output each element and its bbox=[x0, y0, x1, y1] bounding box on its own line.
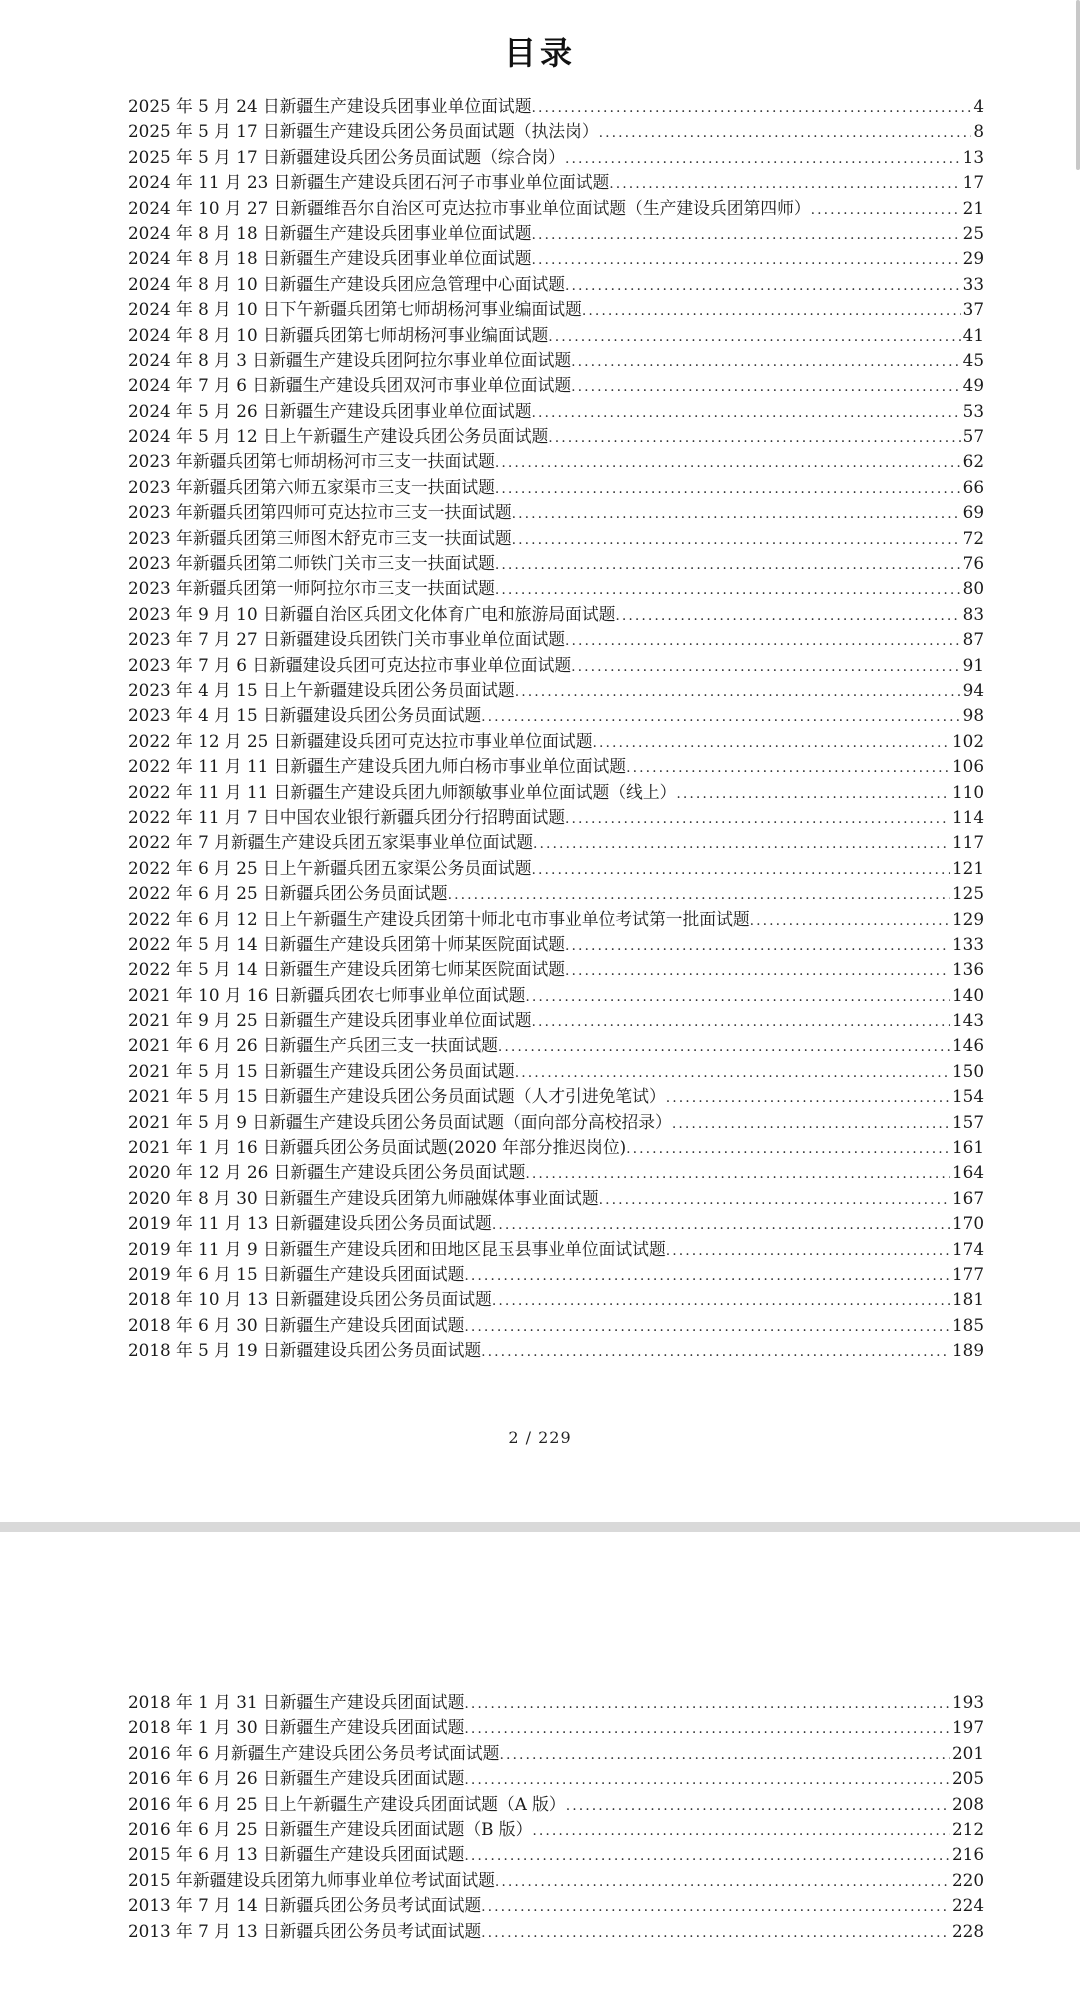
toc-entry-page-number: 164 bbox=[951, 1162, 984, 1183]
toc-entry-title: 2024 年 8 月 18 日新疆生产建设兵团事业单位面试题 bbox=[128, 248, 532, 269]
toc-entry[interactable] bbox=[128, 1135, 984, 1160]
toc-entry-title: 2023 年 9 月 10 日新疆自治区兵团文化体育广电和旅游局面试题 bbox=[128, 603, 616, 624]
toc-entry-title: 2016 年 6 月 25 日上午新疆生产建设兵团面试题（A 版） bbox=[128, 1793, 566, 1814]
toc-entry-title: 2023 年 7 月 27 日新疆建设兵团铁门关市事业单位面试题 bbox=[128, 629, 566, 650]
toc-entry[interactable] bbox=[128, 1313, 984, 1338]
toc-entry[interactable] bbox=[128, 1160, 984, 1185]
toc-leader-dots bbox=[565, 145, 961, 172]
toc-entry-title: 2023 年 4 月 15 日上午新疆建设兵团公务员面试题 bbox=[128, 679, 515, 700]
toc-entry-page-number: 140 bbox=[951, 984, 984, 1005]
toc-entry-page-number: 125 bbox=[951, 883, 984, 904]
toc-entry[interactable] bbox=[128, 627, 984, 652]
toc-leader-dots bbox=[481, 1893, 950, 1920]
toc-leader-dots bbox=[512, 526, 961, 553]
toc-entry[interactable] bbox=[128, 399, 984, 424]
toc-entry-title: 2024 年 10 月 27 日新疆维吾尔自治区可克达拉市事业单位面试题（生产建设兵团第四师） bbox=[128, 197, 811, 218]
toc-entry-title: 2024 年 8 月 3 日新疆生产建设兵团阿拉尔事业单位面试题 bbox=[128, 349, 572, 370]
toc-entry-title: 2022 年 6 月 25 日上午新疆兵团五家渠公务员面试题 bbox=[128, 857, 532, 878]
toc-entry[interactable] bbox=[128, 1893, 984, 1918]
toc-entry-title: 2015 年 6 月 13 日新疆生产建设兵团面试题 bbox=[128, 1844, 465, 1865]
toc-entry-page-number: 216 bbox=[951, 1844, 984, 1865]
toc-leader-dots bbox=[565, 957, 950, 984]
toc-leader-dots bbox=[531, 856, 949, 883]
toc-leader-dots bbox=[495, 475, 961, 502]
toc-entry-title: 2023 年 7 月 6 日新疆建设兵团可克达拉市事业单位面试题 bbox=[128, 654, 572, 675]
toc-list-page-two bbox=[128, 1690, 984, 1944]
toc-entry-title: 2024 年 11 月 23 日新疆生产建设兵团石河子市事业单位面试题 bbox=[128, 172, 610, 193]
toc-entry-title: 2021 年 9 月 25 日新疆生产建设兵团事业单位面试题 bbox=[128, 1010, 532, 1031]
toc-entry[interactable] bbox=[128, 373, 984, 398]
toc-leader-dots bbox=[531, 246, 960, 273]
toc-entry-title: 2022 年 11 月 11 日新疆生产建设兵团九师白杨市事业单位面试题 bbox=[128, 756, 627, 777]
toc-leader-dots bbox=[566, 1792, 950, 1819]
toc-entry-page-number: 72 bbox=[962, 527, 984, 548]
toc-leader-dots bbox=[532, 1817, 950, 1844]
toc-leader-dots bbox=[571, 653, 961, 680]
toc-entry[interactable] bbox=[128, 196, 984, 221]
toc-entry-title: 2022 年 12 月 25 日新疆建设兵团可克达拉市事业单位面试题 bbox=[128, 730, 593, 751]
toc-entry[interactable] bbox=[128, 1033, 984, 1058]
toc-entry-page-number: 181 bbox=[951, 1289, 984, 1310]
toc-entry-title: 2019 年 11 月 13 日新疆建设兵团公务员面试题 bbox=[128, 1213, 492, 1234]
toc-leader-dots bbox=[548, 424, 960, 451]
toc-leader-dots bbox=[492, 1287, 950, 1314]
toc-entry-page-number: 129 bbox=[951, 908, 984, 929]
toc-entry-page-number: 8 bbox=[973, 121, 984, 142]
toc-entry-title: 2023 年新疆兵团第三师图木舒克市三支一扶面试题 bbox=[128, 527, 512, 548]
toc-entry-page-number: 83 bbox=[962, 603, 984, 624]
toc-entry-page-number: 106 bbox=[951, 756, 984, 777]
toc-entry-page-number: 91 bbox=[962, 654, 984, 675]
toc-leader-dots bbox=[626, 754, 950, 781]
toc-entry[interactable] bbox=[128, 1690, 984, 1715]
toc-entry[interactable] bbox=[128, 856, 984, 881]
toc-entry-page-number: 102 bbox=[951, 730, 984, 751]
toc-entry-page-number: 189 bbox=[951, 1340, 984, 1361]
toc-entry-page-number: 21 bbox=[962, 197, 984, 218]
toc-leader-dots bbox=[464, 1313, 950, 1340]
toc-entry[interactable] bbox=[128, 170, 984, 195]
toc-leader-dots bbox=[525, 1160, 950, 1187]
toc-entry-page-number: 76 bbox=[962, 553, 984, 574]
toc-leader-dots bbox=[464, 1262, 950, 1289]
toc-entry-page-number: 208 bbox=[951, 1793, 984, 1814]
toc-entry-page-number: 154 bbox=[951, 1086, 984, 1107]
toc-entry-title: 2022 年 7 月新疆生产建设兵团五家渠事业单位面试题 bbox=[128, 832, 534, 853]
toc-entry[interactable] bbox=[128, 1792, 984, 1817]
toc-entry-title: 2018 年 6 月 30 日新疆生产建设兵团面试题 bbox=[128, 1314, 465, 1335]
toc-entry-title: 2019 年 6 月 15 日新疆生产建设兵团面试题 bbox=[128, 1263, 465, 1284]
toc-title: 目录 bbox=[503, 34, 576, 72]
toc-entry-title: 2025 年 5 月 24 日新疆生产建设兵团事业单位面试题 bbox=[128, 96, 532, 116]
toc-leader-dots bbox=[495, 551, 961, 578]
toc-entry-title: 2016 年 6 月新疆生产建设兵团公务员考试面试题 bbox=[128, 1742, 500, 1763]
toc-entry-title: 2013 年 7 月 14 日新疆兵团公务员考试面试题 bbox=[128, 1895, 482, 1916]
toc-entry-page-number: 201 bbox=[951, 1742, 984, 1763]
toc-entry-page-number: 25 bbox=[962, 222, 984, 243]
toc-entry[interactable] bbox=[128, 119, 984, 144]
toc-list-page-one bbox=[128, 94, 984, 1364]
toc-entry[interactable] bbox=[128, 678, 984, 703]
toc-entry-title: 2023 年 4 月 15 日新疆建设兵团公务员面试题 bbox=[128, 705, 482, 726]
toc-entry[interactable] bbox=[128, 932, 984, 957]
toc-entry-title: 2016 年 6 月 25 日新疆生产建设兵团面试题（B 版） bbox=[128, 1818, 533, 1839]
toc-entry[interactable] bbox=[128, 983, 984, 1008]
toc-entry-title: 2015 年新疆建设兵团第九师事业单位考试面试题 bbox=[128, 1869, 495, 1890]
toc-entry-title: 2020 年 8 月 30 日新疆生产建设兵团第九师融媒体事业面试题 bbox=[128, 1187, 599, 1208]
toc-entry-page-number: 17 bbox=[962, 172, 984, 193]
toc-entry-page-number: 167 bbox=[951, 1187, 984, 1208]
toc-entry-title: 2023 年新疆兵团第二师铁门关市三支一扶面试题 bbox=[128, 553, 495, 574]
toc-entry-title: 2022 年 5 月 14 日新疆生产建设兵团第十师某医院面试题 bbox=[128, 933, 566, 954]
toc-entry-title: 2023 年新疆兵团第六师五家渠市三支一扶面试题 bbox=[128, 476, 495, 497]
toc-leader-dots bbox=[548, 323, 960, 350]
toc-entry-page-number: 45 bbox=[962, 349, 984, 370]
toc-leader-dots bbox=[481, 1919, 950, 1946]
page-indicator: 2 / 229 bbox=[508, 1428, 572, 1447]
toc-entry[interactable] bbox=[128, 1186, 984, 1211]
toc-entry-page-number: 87 bbox=[962, 629, 984, 650]
toc-leader-dots bbox=[495, 1868, 950, 1895]
toc-leader-dots bbox=[464, 1715, 950, 1742]
toc-entry[interactable] bbox=[128, 449, 984, 474]
toc-entry-page-number: 49 bbox=[962, 375, 984, 396]
toc-leader-dots bbox=[599, 1186, 950, 1213]
toc-entry-page-number: 37 bbox=[962, 299, 984, 320]
toc-entry-page-number: 41 bbox=[962, 324, 984, 345]
toc-entry[interactable] bbox=[128, 703, 984, 728]
toc-entry[interactable] bbox=[128, 1919, 984, 1944]
toc-entry[interactable] bbox=[128, 94, 984, 119]
toc-entry-title: 2018 年 1 月 31 日新疆生产建设兵团面试题 bbox=[128, 1692, 465, 1712]
toc-entry-page-number: 110 bbox=[951, 781, 984, 802]
toc-entry-page-number: 4 bbox=[973, 96, 984, 116]
toc-leader-dots bbox=[565, 932, 950, 959]
toc-entry-title: 2023 年新疆兵团第一师阿拉尔市三支一扶面试题 bbox=[128, 578, 495, 599]
toc-leader-dots bbox=[533, 830, 950, 857]
toc-entry-title: 2023 年新疆兵团第四师可克达拉市三支一扶面试题 bbox=[128, 502, 512, 523]
toc-leader-dots bbox=[464, 1766, 950, 1793]
toc-leader-dots bbox=[666, 1237, 950, 1264]
toc-entry-page-number: 146 bbox=[951, 1035, 984, 1056]
toc-entry-title: 2016 年 6 月 26 日新疆生产建设兵团面试题 bbox=[128, 1768, 465, 1789]
toc-leader-dots bbox=[750, 907, 950, 934]
toc-entry-title: 2024 年 8 月 18 日新疆生产建设兵团事业单位面试题 bbox=[128, 222, 532, 243]
toc-entry[interactable] bbox=[128, 1741, 984, 1766]
toc-leader-dots bbox=[495, 449, 961, 476]
toc-leader-dots bbox=[615, 602, 960, 629]
toc-entry-page-number: 33 bbox=[962, 273, 984, 294]
toc-entry-page-number: 228 bbox=[951, 1920, 984, 1941]
page-separator bbox=[0, 1522, 1080, 1532]
toc-entry[interactable] bbox=[128, 475, 984, 500]
toc-entry-page-number: 133 bbox=[951, 933, 984, 954]
toc-entry-title: 2021 年 10 月 16 日新疆兵团农七师事业单位面试题 bbox=[128, 984, 526, 1005]
toc-leader-dots bbox=[481, 703, 961, 730]
toc-entry[interactable] bbox=[128, 551, 984, 576]
toc-entry[interactable] bbox=[128, 246, 984, 271]
toc-entry-title: 2025 年 5 月 17 日新疆生产建设兵团公务员面试题（执法岗） bbox=[128, 121, 599, 142]
toc-entry[interactable] bbox=[128, 576, 984, 601]
toc-leader-dots bbox=[448, 881, 950, 908]
toc-entry[interactable] bbox=[128, 1338, 984, 1363]
toc-entry-page-number: 13 bbox=[962, 146, 984, 167]
toc-entry[interactable] bbox=[128, 780, 984, 805]
toc-entry[interactable] bbox=[128, 957, 984, 982]
toc-entry[interactable] bbox=[128, 1211, 984, 1236]
toc-leader-dots bbox=[481, 1338, 950, 1365]
toc-entry-page-number: 161 bbox=[951, 1137, 984, 1158]
toc-entry-title: 2024 年 5 月 12 日上午新疆生产建设兵团公务员面试题 bbox=[128, 426, 549, 447]
toc-leader-dots bbox=[531, 94, 971, 121]
toc-leader-dots bbox=[626, 1135, 950, 1162]
toc-entry-page-number: 57 bbox=[962, 426, 984, 447]
toc-entry-page-number: 174 bbox=[951, 1238, 984, 1259]
toc-leader-dots bbox=[464, 1842, 950, 1869]
toc-leader-dots bbox=[531, 1008, 949, 1035]
toc-leader-dots bbox=[525, 983, 950, 1010]
toc-leader-dots bbox=[512, 500, 961, 527]
toc-leader-dots bbox=[593, 729, 950, 756]
toc-entry-title: 2021 年 1 月 16 日新疆兵团公务员面试题(2020 年部分推迟岗位) bbox=[128, 1137, 627, 1158]
toc-entry[interactable] bbox=[128, 729, 984, 754]
toc-entry-page-number: 193 bbox=[951, 1692, 984, 1712]
toc-entry[interactable] bbox=[128, 1059, 984, 1084]
toc-entry-page-number: 62 bbox=[962, 451, 984, 472]
toc-leader-dots bbox=[565, 805, 950, 832]
toc-leader-dots bbox=[515, 678, 961, 705]
toc-entry[interactable] bbox=[128, 1287, 984, 1312]
toc-entry-title: 2013 年 7 月 13 日新疆兵团公务员考试面试题 bbox=[128, 1920, 482, 1941]
toc-entry-title: 2024 年 8 月 10 日新疆生产建设兵团应急管理中心面试题 bbox=[128, 273, 566, 294]
toc-leader-dots bbox=[531, 399, 960, 426]
toc-entry-page-number: 66 bbox=[962, 476, 984, 497]
toc-entry-page-number: 170 bbox=[951, 1213, 984, 1234]
toc-leader-dots bbox=[571, 348, 961, 375]
toc-entry-page-number: 143 bbox=[951, 1010, 984, 1031]
toc-leader-dots bbox=[582, 297, 961, 324]
toc-entry-title: 2019 年 11 月 9 日新疆生产建设兵团和田地区昆玉县事业单位面试试题 bbox=[128, 1238, 666, 1259]
toc-entry[interactable] bbox=[128, 526, 984, 551]
toc-entry[interactable] bbox=[128, 907, 984, 932]
toc-leader-dots bbox=[492, 1211, 950, 1238]
toc-leader-dots bbox=[515, 1059, 950, 1086]
toc-entry-title: 2018 年 5 月 19 日新疆建设兵团公务员面试题 bbox=[128, 1340, 482, 1361]
toc-entry-page-number: 69 bbox=[962, 502, 984, 523]
toc-entry[interactable] bbox=[128, 881, 984, 906]
toc-leader-dots bbox=[499, 1741, 950, 1768]
toc-entry-title: 2020 年 12 月 26 日新疆生产建设兵团公务员面试题 bbox=[128, 1162, 526, 1183]
toc-entry-title: 2022 年 5 月 14 日新疆生产建设兵团第七师某医院面试题 bbox=[128, 959, 566, 980]
toc-leader-dots bbox=[676, 780, 950, 807]
toc-entry-page-number: 150 bbox=[951, 1060, 984, 1081]
toc-leader-dots bbox=[565, 272, 961, 299]
toc-entry[interactable] bbox=[128, 145, 984, 170]
toc-entry-page-number: 185 bbox=[951, 1314, 984, 1335]
toc-entry-title: 2021 年 5 月 15 日新疆生产建设兵团公务员面试题（人才引进免笔试） bbox=[128, 1086, 666, 1107]
toc-entry-page-number: 136 bbox=[951, 959, 984, 980]
toc-entry[interactable] bbox=[128, 272, 984, 297]
toc-entry[interactable] bbox=[128, 323, 984, 348]
toc-entry[interactable] bbox=[128, 602, 984, 627]
toc-entry-title: 2023 年新疆兵团第七师胡杨河市三支一扶面试题 bbox=[128, 451, 495, 472]
toc-entry-title: 2024 年 8 月 10 日新疆兵团第七师胡杨河事业编面试题 bbox=[128, 324, 549, 345]
toc-entry-title: 2022 年 11 月 7 日中国农业银行新疆兵团分行招聘面试题 bbox=[128, 806, 566, 827]
toc-entry[interactable] bbox=[128, 424, 984, 449]
toc-leader-dots bbox=[464, 1690, 950, 1717]
toc-entry[interactable] bbox=[128, 830, 984, 855]
toc-entry-page-number: 157 bbox=[951, 1111, 984, 1132]
toc-entry-page-number: 80 bbox=[962, 578, 984, 599]
toc-entry[interactable] bbox=[128, 221, 984, 246]
toc-entry-title: 2024 年 5 月 26 日新疆生产建设兵团事业单位面试题 bbox=[128, 400, 532, 421]
toc-entry-page-number: 220 bbox=[951, 1869, 984, 1890]
toc-leader-dots bbox=[666, 1084, 950, 1111]
toc-entry-page-number: 98 bbox=[962, 705, 984, 726]
toc-entry-title: 2025 年 5 月 17 日新疆建设兵团公务员面试题（综合岗） bbox=[128, 146, 566, 167]
toc-entry[interactable] bbox=[128, 500, 984, 525]
toc-entry-title: 2018 年 1 月 30 日新疆生产建设兵团面试题 bbox=[128, 1717, 465, 1738]
toc-entry[interactable] bbox=[128, 1715, 984, 1740]
toc-entry[interactable] bbox=[128, 805, 984, 830]
toc-entry-title: 2022 年 6 月 25 日新疆兵团公务员面试题 bbox=[128, 883, 448, 904]
toc-entry-title: 2024 年 8 月 10 日下午新疆兵团第七师胡杨河事业编面试题 bbox=[128, 299, 582, 320]
toc-leader-dots bbox=[609, 170, 960, 197]
toc-leader-dots bbox=[571, 373, 961, 400]
toc-entry-title: 2024 年 7 月 6 日新疆生产建设兵团双河市事业单位面试题 bbox=[128, 375, 572, 396]
toc-entry-title: 2022 年 6 月 12 日上午新疆生产建设兵团第十师北屯市事业单位考试第一批面试题 bbox=[128, 908, 750, 929]
toc-entry-page-number: 121 bbox=[951, 857, 984, 878]
toc-leader-dots bbox=[565, 627, 961, 654]
scrollbar-thumb[interactable] bbox=[1076, 0, 1080, 170]
toc-leader-dots bbox=[495, 576, 961, 603]
toc-entry[interactable] bbox=[128, 1110, 984, 1135]
toc-entry[interactable] bbox=[128, 1842, 984, 1867]
toc-entry-title: 2021 年 5 月 9 日新疆生产建设兵团公务员面试题（面向部分高校招录） bbox=[128, 1111, 672, 1132]
toc-entry[interactable] bbox=[128, 1817, 984, 1842]
toc-entry-title: 2021 年 6 月 26 日新疆生产兵团三支一扶面试题 bbox=[128, 1035, 498, 1056]
toc-entry[interactable] bbox=[128, 653, 984, 678]
toc-entry[interactable] bbox=[128, 348, 984, 373]
toc-entry[interactable] bbox=[128, 754, 984, 779]
toc-entry-page-number: 94 bbox=[962, 679, 984, 700]
toc-entry[interactable] bbox=[128, 297, 984, 322]
toc-entry-title: 2018 年 10 月 13 日新疆建设兵团公务员面试题 bbox=[128, 1289, 492, 1310]
toc-entry[interactable] bbox=[128, 1868, 984, 1893]
toc-entry-page-number: 197 bbox=[951, 1717, 984, 1738]
toc-entry-title: 2021 年 5 月 15 日新疆生产建设兵团公务员面试题 bbox=[128, 1060, 515, 1081]
toc-entry-page-number: 177 bbox=[951, 1263, 984, 1284]
toc-entry[interactable] bbox=[128, 1237, 984, 1262]
toc-entry-page-number: 53 bbox=[962, 400, 984, 421]
toc-entry-page-number: 29 bbox=[962, 248, 984, 269]
toc-leader-dots bbox=[599, 119, 972, 146]
toc-entry-page-number: 224 bbox=[951, 1895, 984, 1916]
toc-entry-page-number: 117 bbox=[951, 832, 984, 853]
toc-entry[interactable] bbox=[128, 1766, 984, 1791]
toc-entry-page-number: 205 bbox=[951, 1768, 984, 1789]
toc-entry[interactable] bbox=[128, 1008, 984, 1033]
toc-leader-dots bbox=[811, 196, 961, 223]
toc-entry-page-number: 212 bbox=[951, 1818, 984, 1839]
toc-entry[interactable] bbox=[128, 1084, 984, 1109]
toc-leader-dots bbox=[672, 1110, 950, 1137]
toc-entry[interactable] bbox=[128, 1262, 984, 1287]
toc-leader-dots bbox=[531, 221, 960, 248]
toc-entry-page-number: 114 bbox=[951, 806, 984, 827]
toc-leader-dots bbox=[498, 1033, 950, 1060]
toc-entry-title: 2022 年 11 月 11 日新疆生产建设兵团九师额敏事业单位面试题（线上） bbox=[128, 781, 677, 802]
